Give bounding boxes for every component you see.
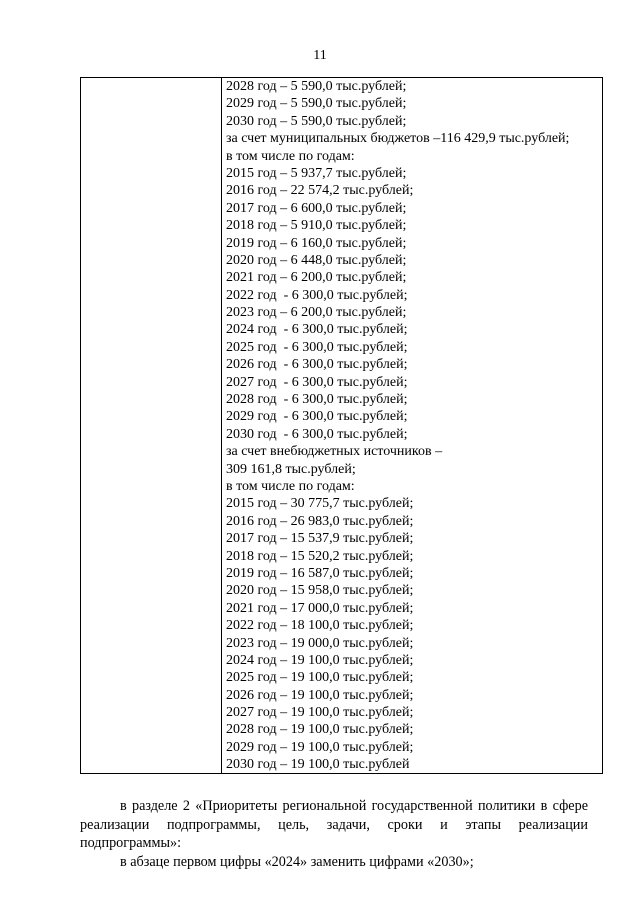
funding-line: 2020 год – 6 448,0 тыс.рублей; xyxy=(226,252,407,268)
funding-line: 2019 год – 6 160,0 тыс.рублей; xyxy=(226,235,407,251)
funding-line: 2022 год - 6 300,0 тыс.рублей; xyxy=(226,287,408,303)
paragraph-first-abzac: в абзаце первом цифры «2024» заменить цифрами «2030»; xyxy=(120,853,474,870)
funding-line: за счет внебюджетных источников – xyxy=(226,444,443,460)
funding-line: 2016 год – 22 574,2 тыс.рублей; xyxy=(226,183,414,199)
table-column-divider xyxy=(221,78,222,773)
funding-line: 2018 год – 5 910,0 тыс.рублей; xyxy=(226,218,407,234)
funding-line: в том числе по годам: xyxy=(226,148,355,164)
document-body xyxy=(80,797,588,871)
funding-line: 2027 год - 6 300,0 тыс.рублей; xyxy=(226,374,408,390)
funding-cell xyxy=(226,78,598,774)
funding-line: 2025 год – 19 100,0 тыс.рублей; xyxy=(226,670,414,686)
funding-line: 2030 год – 5 590,0 тыс.рублей; xyxy=(226,113,407,129)
funding-line: 2025 год - 6 300,0 тыс.рублей; xyxy=(226,339,408,355)
funding-line: 2017 год – 6 600,0 тыс.рублей; xyxy=(226,200,407,216)
funding-line: 2024 год - 6 300,0 тыс.рублей; xyxy=(226,322,408,338)
funding-line: 2026 год – 19 100,0 тыс.рублей; xyxy=(226,687,414,703)
funding-line: 2023 год – 6 200,0 тыс.рублей; xyxy=(226,305,407,321)
funding-line: 2015 год – 30 775,7 тыс.рублей; xyxy=(226,496,414,512)
funding-line: 2029 год – 5 590,0 тыс.рублей; xyxy=(226,96,407,112)
funding-line: 2029 год – 19 100,0 тыс.рублей; xyxy=(226,739,414,755)
funding-line: 2020 год – 15 958,0 тыс.рублей; xyxy=(226,583,414,599)
funding-line: 2018 год – 15 520,2 тыс.рублей; xyxy=(226,548,414,564)
paragraph-section-2: в разделе 2 «Приоритеты региональной государственной политики в сфере реализации подпрограммы, цель, задачи, сроки и этапы реализации подпрограммы»: xyxy=(80,798,588,851)
funding-line: 2017 год – 15 537,9 тыс.рублей; xyxy=(226,531,414,547)
funding-line: 2026 год - 6 300,0 тыс.рублей; xyxy=(226,357,408,373)
funding-table xyxy=(80,77,603,774)
funding-line: 2028 год – 5 590,0 тыс.рублей; xyxy=(226,79,407,94)
funding-line: 309 161,8 тыс.рублей; xyxy=(226,461,356,477)
funding-line: 2021 год – 6 200,0 тыс.рублей; xyxy=(226,270,407,286)
funding-line: 2024 год – 19 100,0 тыс.рублей; xyxy=(226,652,414,668)
funding-line: в том числе по годам: xyxy=(226,478,355,494)
funding-line: 2027 год – 19 100,0 тыс.рублей; xyxy=(226,705,414,721)
funding-line: 2022 год – 18 100,0 тыс.рублей; xyxy=(226,618,414,634)
funding-line: 2019 год – 16 587,0 тыс.рублей; xyxy=(226,565,414,581)
funding-line: 2015 год – 5 937,7 тыс.рублей; xyxy=(226,165,407,181)
funding-line: 2028 год - 6 300,0 тыс.рублей; xyxy=(226,392,408,408)
funding-line: 2030 год – 19 100,0 тыс.рублей xyxy=(226,757,410,773)
funding-line: 2023 год – 19 000,0 тыс.рублей; xyxy=(226,635,414,651)
funding-line: 2016 год – 26 983,0 тыс.рублей; xyxy=(226,513,414,529)
funding-line: 2029 год - 6 300,0 тыс.рублей; xyxy=(226,409,408,425)
funding-line: за счет муниципальных бюджетов –116 429,9 тыс.рублей; xyxy=(226,131,570,147)
funding-line: 2030 год - 6 300,0 тыс.рублей; xyxy=(226,426,408,442)
funding-line: 2028 год – 19 100,0 тыс.рублей; xyxy=(226,722,414,738)
page-number: 11 xyxy=(313,48,327,63)
funding-line: 2021 год – 17 000,0 тыс.рублей; xyxy=(226,600,414,616)
